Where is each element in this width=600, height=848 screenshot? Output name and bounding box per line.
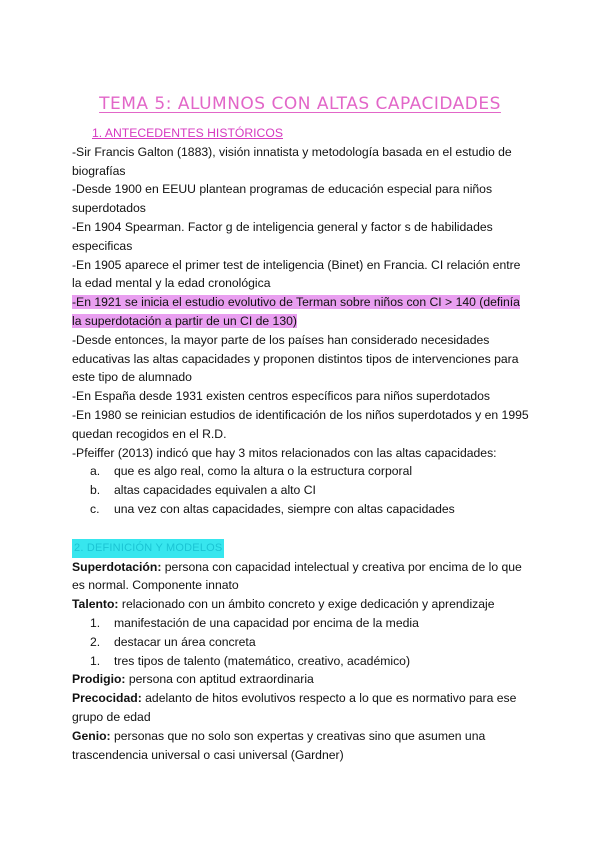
list-item: a. que es algo real, como la altura o la estructura corporal bbox=[90, 464, 413, 479]
definition-superdotacion: Superdotación: persona con capacidad intelectual y creativa por encima de lo que es normal. Componente innato bbox=[72, 559, 522, 593]
history-line: -En 1904 Spearman. Factor g de inteligencia general y factor s de habilidades especificas bbox=[72, 219, 493, 253]
myths-list bbox=[72, 462, 532, 518]
history-line: -En España desde 1931 existen centros específicos para niños superdotados bbox=[72, 389, 491, 404]
highlighted-history-line bbox=[72, 293, 532, 331]
definition-talento: Talento: relacionado con un ámbito concreto y exige dedicación y aprendizaje bbox=[72, 597, 495, 612]
talento-list bbox=[72, 614, 532, 670]
list-item: 2. destacar un área concreta bbox=[90, 634, 256, 649]
history-line: -En 1905 aparece el primer test de inteligencia (Binet) en Francia. CI relación entre la edad mental y la edad cronológica bbox=[72, 257, 521, 291]
highlight-terman: -En 1921 se inicia el estudio evolutivo de Terman sobre niños con CI > 140 (definía la superdotación a partir de un CI de 130) bbox=[72, 295, 520, 328]
definition-prodigio: Prodigio: persona con aptitud extraordinaria bbox=[72, 672, 314, 687]
list-item: 1. tres tipos de talento (matemático, creativo, académico) bbox=[90, 653, 411, 668]
page-title: TEMA 5: ALUMNOS CON ALTAS CAPACIDADES bbox=[99, 94, 501, 114]
history-line: -Desde entonces, la mayor parte de los países han considerado necesidades educativas las altas capacidades y proponen distintos tipos de intervenciones para este tipo de alumnado bbox=[72, 332, 519, 385]
list-item: 1. manifestación de una capacidad por encima de la media bbox=[90, 615, 419, 630]
history-line: -Pfeiffer (2013) indicó que hay 3 mitos relacionados con las altas capacidades: bbox=[72, 445, 497, 460]
list-item: c. una vez con altas capacidades, siempre con altas capacidades bbox=[90, 501, 455, 516]
history-line: -Desde 1900 en EEUU plantean programas de educación especial para niños superdotados bbox=[72, 182, 493, 216]
section-2-heading: 2. DEFINICIÓN Y MODELOS bbox=[72, 539, 224, 558]
section-1-heading: 1. ANTECEDENTES HISTÓRICOS bbox=[92, 126, 283, 140]
history-line: -En 1980 se reinician estudios de identificación de los niños superdotados y en 1995 quedan recogidos en el R.D. bbox=[72, 407, 529, 441]
history-line: -Sir Francis Galton (1883), visión innatista y metodología basada en el estudio de biografías bbox=[72, 144, 512, 178]
definition-genio: Genio: personas que no solo son expertas y creativas sino que asumen una trascendencia universal o casi universal (Gardner) bbox=[72, 728, 486, 762]
definition-precocidad: Precocidad: adelanto de hitos evolutivos respecto a lo que es normativo para ese grupo de edad bbox=[72, 691, 517, 724]
list-item: b. altas capacidades equivalen a alto CI bbox=[90, 483, 316, 498]
document-body bbox=[72, 124, 532, 764]
